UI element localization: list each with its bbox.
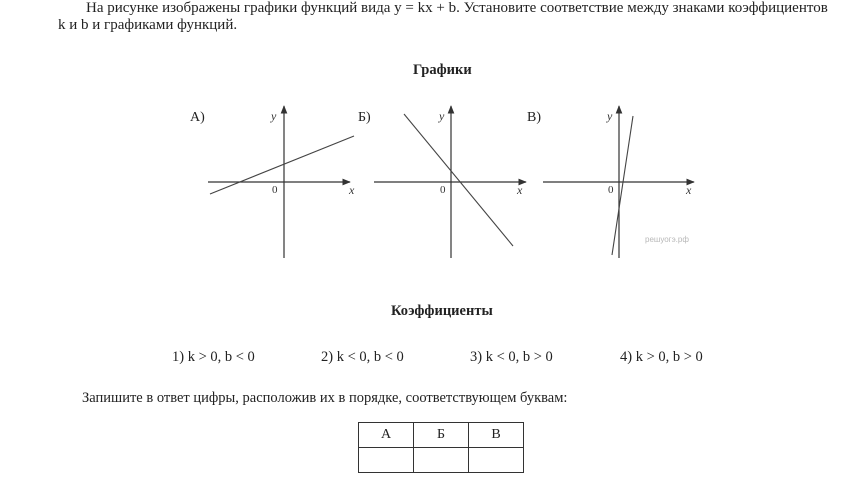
answer-cell-c[interactable]: [469, 448, 524, 473]
coefficient-option-4: 4) k > 0, b > 0: [620, 349, 703, 365]
graph-c-y-label: y: [607, 109, 613, 123]
answer-cell-b[interactable]: [414, 448, 469, 473]
graph-a: [190, 106, 355, 258]
graph-b-origin: 0: [440, 184, 446, 196]
graph-b-label: Б): [358, 110, 371, 125]
answer-table-value-row: [359, 448, 524, 473]
problem-line-2: k и b и графиками функций.: [58, 17, 238, 33]
graphs-heading: Графики: [413, 62, 472, 78]
coefficient-option-3: 3) k < 0, b > 0: [470, 349, 553, 365]
answer-header-a: А: [359, 423, 414, 448]
graph-c-x-label: x: [686, 183, 692, 197]
graph-b-x-label: x: [517, 183, 523, 197]
answer-cell-a[interactable]: [359, 448, 414, 473]
coefficients-heading: Коэффициенты: [391, 303, 493, 319]
answer-header-b: Б: [414, 423, 469, 448]
graph-c-origin: 0: [608, 184, 614, 196]
answer-table-header-row: [359, 423, 524, 448]
graph-a-origin: 0: [272, 184, 278, 196]
graph-a-label: А): [190, 110, 205, 125]
answer-header-c: В: [469, 423, 524, 448]
graph-c: [527, 106, 694, 258]
graph-b-line: [404, 114, 513, 246]
coefficient-option-1: 1) k > 0, b < 0: [172, 349, 255, 365]
graph-a-line: [210, 136, 354, 194]
graph-b: [358, 106, 526, 258]
graph-c-line: [612, 116, 633, 255]
graph-b-y-label: y: [439, 109, 445, 123]
graph-a-x-label: x: [349, 183, 355, 197]
instruction: Запишите в ответ цифры, расположив их в порядке, соответствующем буквам:: [82, 390, 568, 406]
graph-a-y-label: y: [271, 109, 277, 123]
watermark: решуогэ.рф: [645, 235, 689, 244]
problem-line-1: На рисунке изображены графики функций вида y = kx + b. Установите соответствие между знаками коэффициентов: [86, 0, 828, 16]
answer-table: [358, 422, 524, 473]
graph-c-label: В): [527, 110, 541, 125]
coefficient-option-2: 2) k < 0, b < 0: [321, 349, 404, 365]
